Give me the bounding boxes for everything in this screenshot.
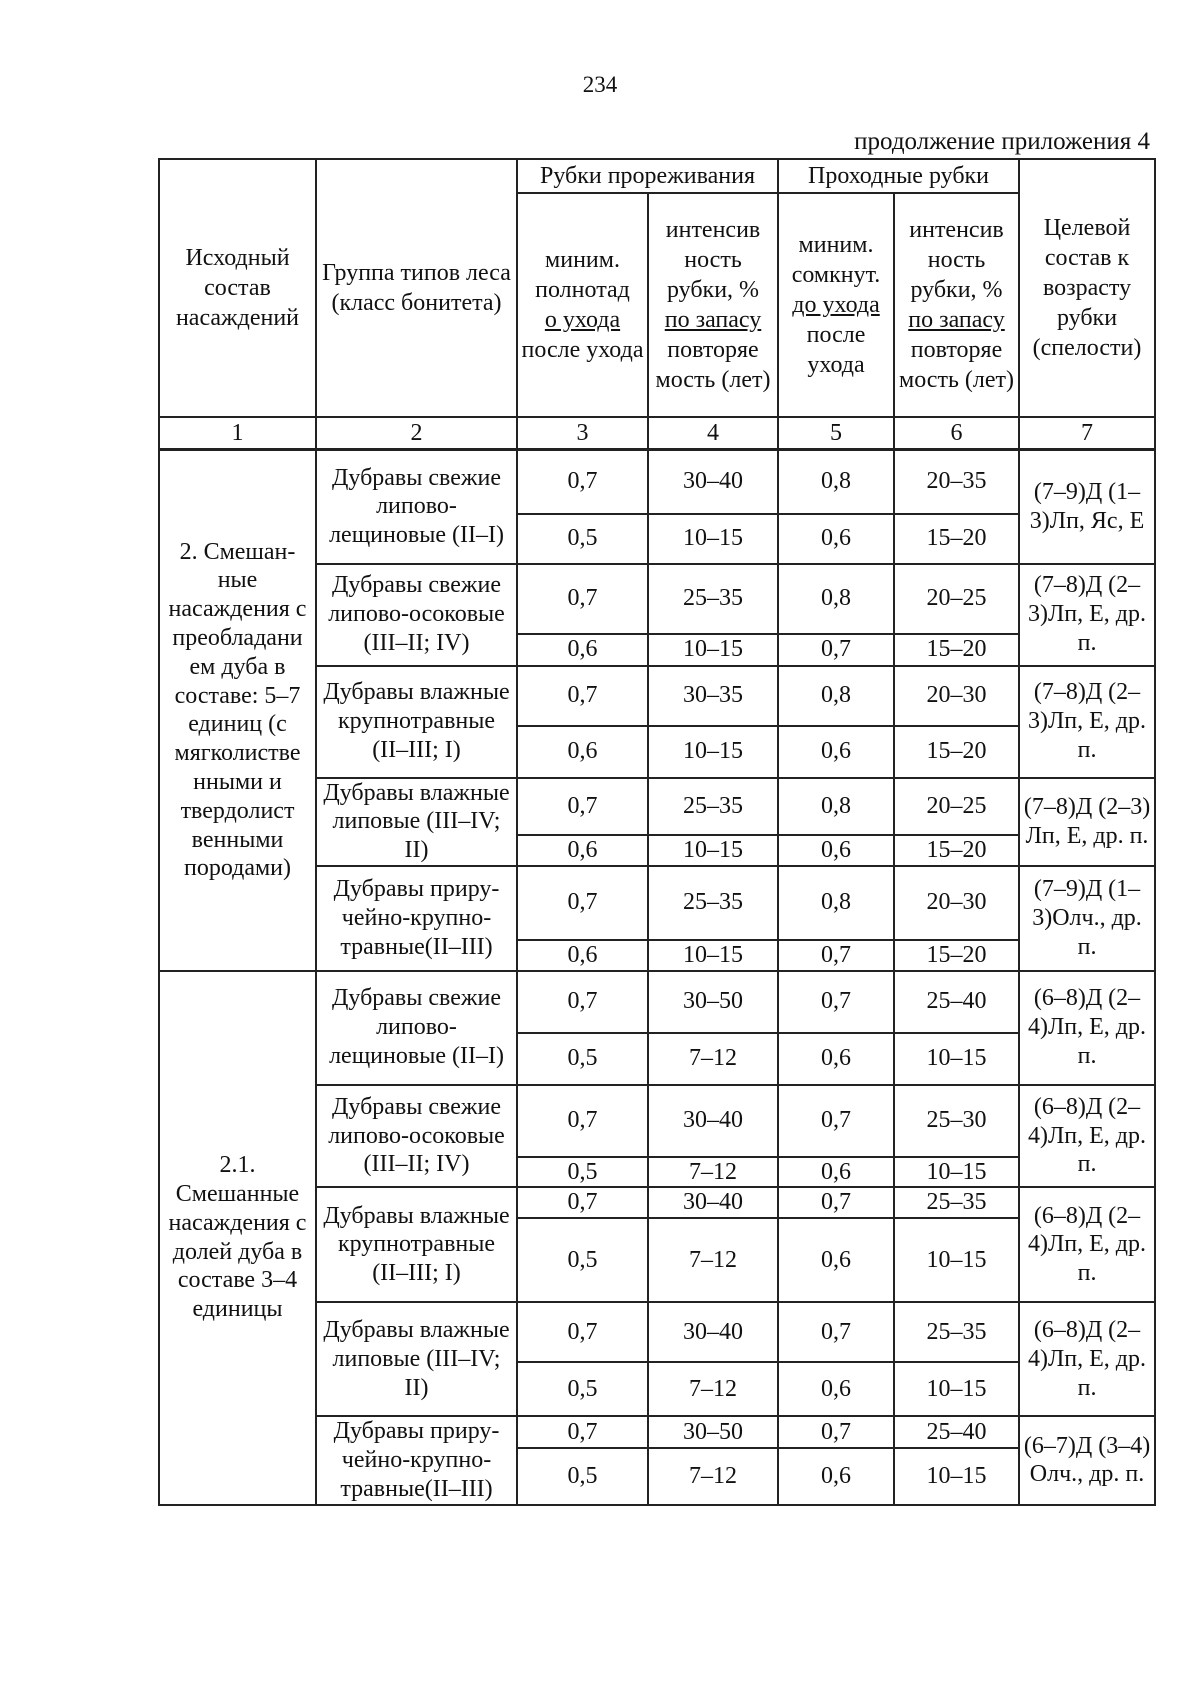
target-composition-cell: (7–8)Д (2–3)Лп, Е, др. п. <box>1019 564 1155 666</box>
value-cell: 0,5 <box>517 514 648 564</box>
forest-type-cell: Дубравы свежие липово-лещиновые (II–I) <box>316 450 517 564</box>
value-cell: 0,8 <box>778 866 894 940</box>
target-composition-cell: (6–8)Д (2–4)Лп, Е, др. п. <box>1019 1302 1155 1416</box>
value-cell: 0,7 <box>517 1085 648 1157</box>
header-col6 <box>894 193 1019 417</box>
value-cell: 30–40 <box>648 1187 778 1218</box>
value-cell: 0,7 <box>517 778 648 835</box>
value-cell: 15–20 <box>894 514 1019 564</box>
value-cell: 0,7 <box>517 1416 648 1447</box>
header-col4 <box>648 193 778 417</box>
value-cell: 0,6 <box>778 1157 894 1188</box>
column-number: 4 <box>648 417 778 450</box>
value-cell: 0,8 <box>778 450 894 514</box>
value-cell: 0,7 <box>778 1085 894 1157</box>
value-cell: 30–50 <box>648 971 778 1033</box>
value-cell: 7–12 <box>648 1448 778 1505</box>
stand-composition-cell: 2. Смешан-ные насаждения с преобладани ем дуба в составе: 5–7 единиц (с мягколистве нными и твердолист венными породами) <box>159 450 316 971</box>
continuation-label: продолжение приложения 4 <box>854 128 1150 155</box>
forest-type-cell: Дубравы приру-чейно-крупно-травные(II–III) <box>316 1416 517 1504</box>
value-cell: 20–30 <box>894 666 1019 726</box>
header-col5-b: до ухода <box>792 292 880 318</box>
target-composition-cell: (6–8)Д (2–4)Лп, Е, др. п. <box>1019 1085 1155 1188</box>
target-composition-cell: (7–9)Д (1–3)Лп, Яс, Е <box>1019 450 1155 564</box>
value-cell: 10–15 <box>648 835 778 866</box>
value-cell: 0,7 <box>778 1187 894 1218</box>
header-col3-b: о ухода <box>544 307 621 333</box>
column-number: 2 <box>316 417 517 450</box>
forest-type-cell: Дубравы влажные липовые (III–IV; II) <box>316 778 517 866</box>
value-cell: 0,5 <box>517 1033 648 1085</box>
header-col5-a: миним. сомкнут. <box>791 232 881 288</box>
table-row <box>159 971 1155 1033</box>
stand-composition-cell: 2.1. Смешанные насаждения с долей дуба в составе 3–4 единицы <box>159 971 316 1505</box>
target-composition-cell: (6–7)Д (3–4) Олч., др. п. <box>1019 1416 1155 1504</box>
value-cell: 0,5 <box>517 1362 648 1416</box>
value-cell: 7–12 <box>648 1157 778 1188</box>
value-cell: 0,7 <box>517 1187 648 1218</box>
value-cell: 15–20 <box>894 634 1019 666</box>
value-cell: 0,7 <box>517 564 648 634</box>
value-cell: 7–12 <box>648 1218 778 1302</box>
forest-type-cell: Дубравы свежие липово-осоковые (III–II; IV) <box>316 1085 517 1188</box>
table-row <box>159 450 1155 514</box>
value-cell: 0,6 <box>517 634 648 666</box>
column-number: 5 <box>778 417 894 450</box>
value-cell: 0,7 <box>778 634 894 666</box>
header-col7: Целевой состав к возрасту рубки (спелости) <box>1019 159 1155 417</box>
value-cell: 0,7 <box>778 1416 894 1447</box>
value-cell: 15–20 <box>894 835 1019 866</box>
header-col5-c: после ухода <box>806 322 866 378</box>
value-cell: 10–15 <box>648 726 778 778</box>
value-cell: 0,5 <box>517 1448 648 1505</box>
value-cell: 25–35 <box>648 866 778 940</box>
value-cell: 0,6 <box>778 1448 894 1505</box>
value-cell: 0,6 <box>778 726 894 778</box>
header-col1: Исходный состав насаждений <box>159 159 316 417</box>
header-col4-a: интенсив ность рубки, % <box>665 217 761 303</box>
value-cell: 10–15 <box>894 1218 1019 1302</box>
header-col6-b: по запасу <box>908 307 1005 333</box>
header-col4-c: повторяе мость (лет) <box>655 337 771 393</box>
value-cell: 0,8 <box>778 666 894 726</box>
value-cell: 10–15 <box>648 940 778 971</box>
target-composition-cell: (6–8)Д (2–4)Лп, Е, др. п. <box>1019 1187 1155 1302</box>
value-cell: 10–15 <box>648 514 778 564</box>
value-cell: 0,6 <box>778 1362 894 1416</box>
value-cell: 0,6 <box>517 726 648 778</box>
column-number-row <box>159 417 1155 450</box>
value-cell: 0,7 <box>778 971 894 1033</box>
value-cell: 0,8 <box>778 778 894 835</box>
header-group-passing: Проходные рубки <box>778 159 1019 193</box>
value-cell: 10–15 <box>894 1157 1019 1188</box>
value-cell: 25–30 <box>894 1085 1019 1157</box>
target-composition-cell: (7–9)Д (1–3)Олч., др. п. <box>1019 866 1155 971</box>
value-cell: 25–35 <box>894 1187 1019 1218</box>
value-cell: 25–35 <box>894 1302 1019 1362</box>
value-cell: 0,7 <box>517 866 648 940</box>
target-composition-cell: (7–8)Д (2–3)Лп, Е, др. п. <box>1019 666 1155 778</box>
value-cell: 20–30 <box>894 866 1019 940</box>
value-cell: 0,6 <box>778 835 894 866</box>
target-composition-cell: (6–8)Д (2–4)Лп, Е, др. п. <box>1019 971 1155 1085</box>
forest-type-cell: Дубравы свежие липово-лещиновые (II–I) <box>316 971 517 1085</box>
value-cell: 0,5 <box>517 1218 648 1302</box>
column-number: 6 <box>894 417 1019 450</box>
header-group-thinning: Рубки прореживания <box>517 159 778 193</box>
value-cell: 30–40 <box>648 450 778 514</box>
value-cell: 15–20 <box>894 940 1019 971</box>
value-cell: 15–20 <box>894 726 1019 778</box>
header-col4-b: по запасу <box>664 307 762 333</box>
target-composition-cell: (7–8)Д (2–3) Лп, Е, др. п. <box>1019 778 1155 866</box>
page-number: 234 <box>582 72 618 97</box>
forest-type-cell: Дубравы приру-чейно-крупно-травные(II–III) <box>316 866 517 971</box>
value-cell: 25–40 <box>894 971 1019 1033</box>
header-col6-a: интенсив ность рубки, % <box>909 217 1004 303</box>
value-cell: 30–50 <box>648 1416 778 1447</box>
value-cell: 10–15 <box>648 634 778 666</box>
value-cell: 0,7 <box>778 940 894 971</box>
forest-type-cell: Дубравы влажные липовые (III–IV; II) <box>316 1302 517 1416</box>
value-cell: 0,7 <box>517 666 648 726</box>
forestry-table <box>158 158 1156 1506</box>
value-cell: 30–40 <box>648 1302 778 1362</box>
column-number: 7 <box>1019 417 1155 450</box>
value-cell: 0,6 <box>778 1033 894 1085</box>
value-cell: 0,8 <box>778 564 894 634</box>
value-cell: 10–15 <box>894 1033 1019 1085</box>
header-col3-a: миним. полнотад <box>535 247 630 303</box>
value-cell: 10–15 <box>894 1362 1019 1416</box>
header-col3 <box>517 193 648 417</box>
forest-type-cell: Дубравы влажные крупнотравные (II–III; I) <box>316 1187 517 1302</box>
value-cell: 25–35 <box>648 564 778 634</box>
value-cell: 0,6 <box>778 514 894 564</box>
value-cell: 0,7 <box>778 1302 894 1362</box>
value-cell: 0,7 <box>517 450 648 514</box>
value-cell: 0,6 <box>517 940 648 971</box>
value-cell: 0,7 <box>517 1302 648 1362</box>
value-cell: 20–35 <box>894 450 1019 514</box>
value-cell: 20–25 <box>894 778 1019 835</box>
value-cell: 20–25 <box>894 564 1019 634</box>
value-cell: 30–40 <box>648 1085 778 1157</box>
forest-type-cell: Дубравы влажные крупнотравные (II–III; I) <box>316 666 517 778</box>
table-body <box>159 450 1155 1505</box>
forest-type-cell: Дубравы свежие липово-осоковые (III–II; IV) <box>316 564 517 666</box>
column-number: 1 <box>159 417 316 450</box>
value-cell: 0,6 <box>517 835 648 866</box>
value-cell: 7–12 <box>648 1362 778 1416</box>
column-number: 3 <box>517 417 648 450</box>
value-cell: 0,6 <box>778 1218 894 1302</box>
value-cell: 10–15 <box>894 1448 1019 1505</box>
header-col5 <box>778 193 894 417</box>
value-cell: 0,7 <box>517 971 648 1033</box>
header-col3-c: после ухода <box>521 337 644 363</box>
value-cell: 30–35 <box>648 666 778 726</box>
table-header <box>159 159 1155 450</box>
value-cell: 0,5 <box>517 1157 648 1188</box>
header-col6-c: повторяе мость (лет) <box>899 337 1014 393</box>
header-col2: Группа типов леса (класс бонитета) <box>316 159 517 417</box>
value-cell: 25–35 <box>648 778 778 835</box>
value-cell: 7–12 <box>648 1033 778 1085</box>
value-cell: 25–40 <box>894 1416 1019 1447</box>
